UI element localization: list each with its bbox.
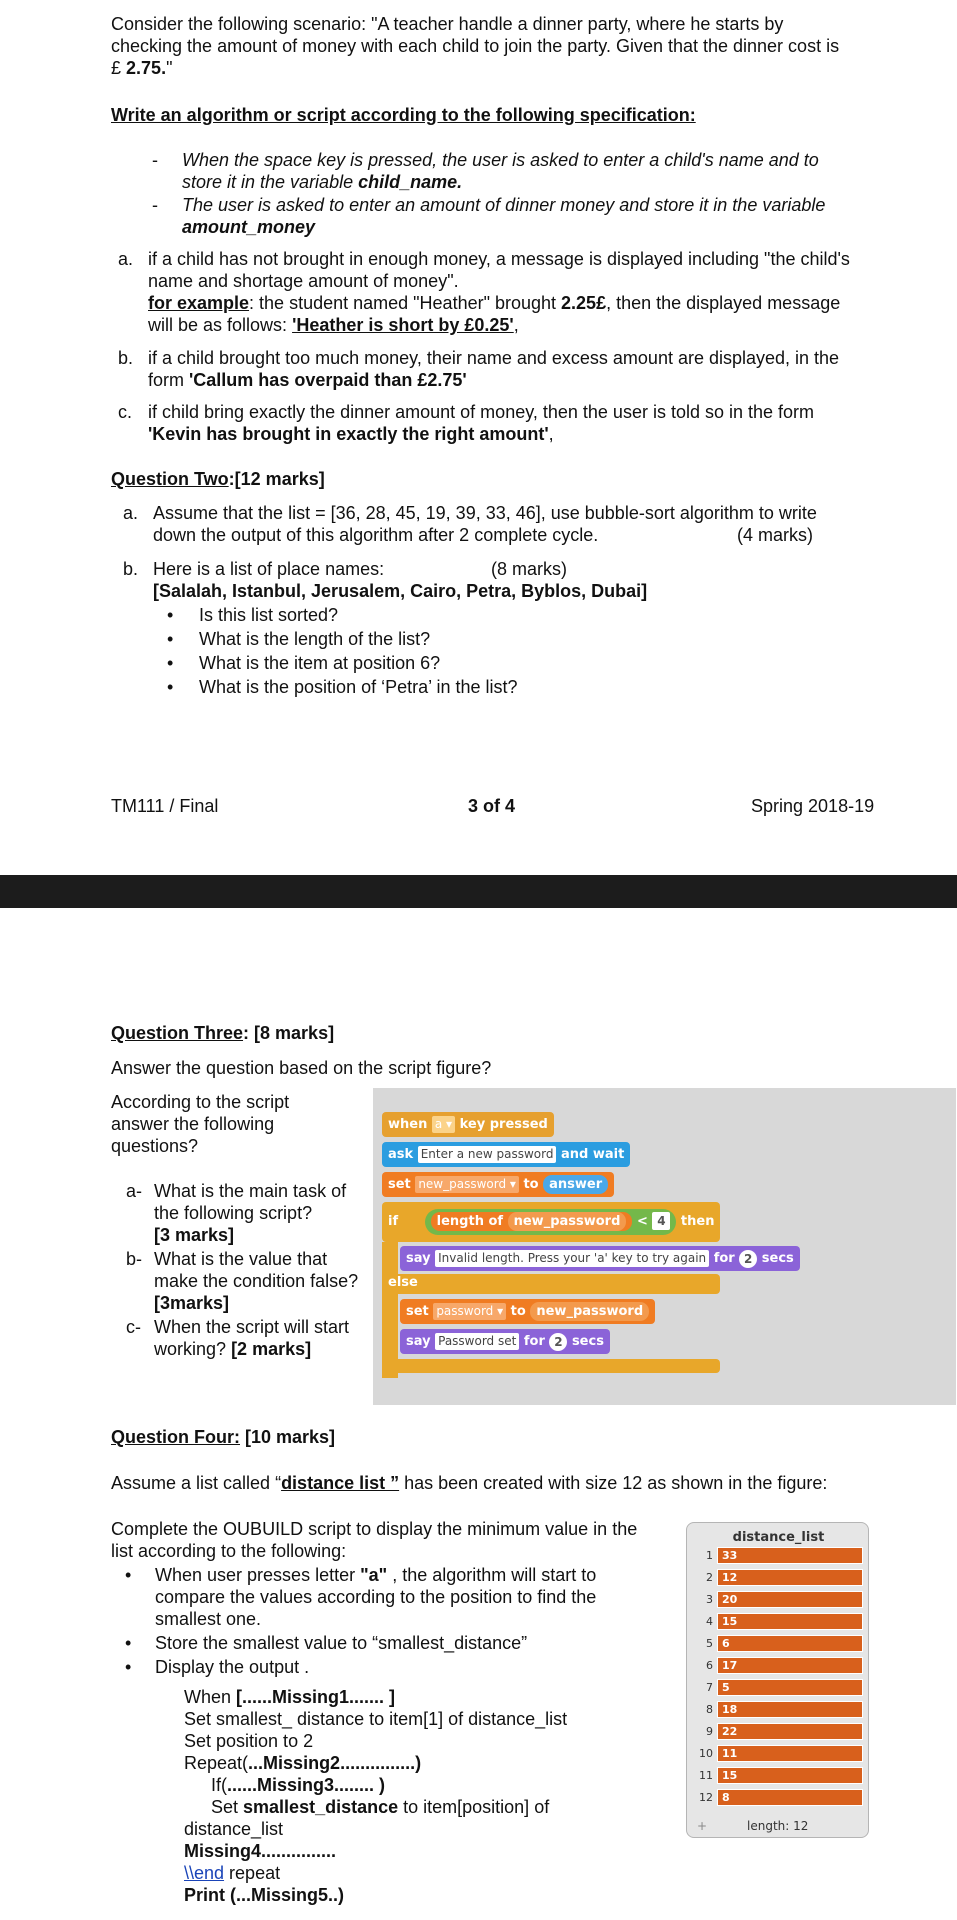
if-header[interactable]: if length of new_password < 4 then: [382, 1202, 720, 1242]
q2-part-a: [123, 502, 856, 546]
example-text: : the student named "Heather" brought: [249, 293, 562, 313]
q2b-marks: (8 marks): [491, 559, 567, 579]
ask-prompt-slot[interactable]: Enter a new password: [418, 1146, 557, 1163]
say-text-slot[interactable]: Password set: [435, 1333, 519, 1350]
say-password-set-block[interactable]: say Password set for 2 secs: [400, 1329, 610, 1354]
exam-page-4: [0, 908, 957, 1920]
number-slot[interactable]: 4: [652, 1212, 670, 1230]
list-item-value[interactable]: 17: [717, 1657, 863, 1674]
list-item-index: 4: [706, 1615, 713, 1628]
case-end: ,: [548, 424, 554, 444]
list-item[interactable]: [693, 1591, 863, 1609]
if-else-block[interactable]: [382, 1202, 794, 1378]
bullet-item: • What is the length of the list?: [167, 629, 431, 649]
case-text: if child bring exactly the dinner amount of money, then the user is told so in the form: [148, 402, 815, 422]
q2b-text: Here is a list of place names:: [153, 559, 385, 579]
case-text: if a child brought too much money, their name and excess amount are displayed, in the form: [148, 348, 840, 390]
if-else-footer: [382, 1359, 720, 1373]
spec-item-bold: amount_money: [182, 217, 316, 237]
example-bold: 2.25£: [561, 293, 607, 313]
list-item-index: 11: [699, 1769, 713, 1782]
less-than-operator[interactable]: length of new_password < 4: [425, 1209, 677, 1235]
list-title: distance_list: [732, 1530, 825, 1545]
case-label: a.: [118, 249, 134, 269]
code-line: distance_list: [184, 1819, 284, 1839]
say-text-slot[interactable]: Invalid length. Press your 'a' key to try again: [435, 1250, 709, 1267]
set-password-block[interactable]: set password ▾ to new_password: [400, 1299, 655, 1324]
list-item[interactable]: [693, 1613, 863, 1631]
question-three-title: Question Three: [111, 1023, 244, 1043]
example-label: for example: [148, 293, 250, 313]
spec-item: [152, 194, 832, 238]
case-bold: 'Callum has overpaid than £2.75': [189, 370, 467, 390]
scenario-cost: 2.75.: [126, 58, 167, 78]
answer-reporter[interactable]: answer: [543, 1175, 608, 1194]
bullet-item: • What is the item at position 6?: [167, 653, 441, 673]
key-dropdown[interactable]: a ▾: [432, 1116, 455, 1133]
list-item-value[interactable]: 33: [717, 1547, 863, 1564]
spec-item-bold: child_name.: [358, 172, 463, 192]
list-item[interactable]: [693, 1547, 863, 1565]
say-for-secs-block[interactable]: say Invalid length. Press your 'a' key to try again for 2 secs: [400, 1246, 800, 1271]
footer-left: TM111 / Final: [111, 796, 219, 816]
list-item[interactable]: [693, 1679, 863, 1697]
question-three-marks: : [8 marks]: [243, 1023, 335, 1043]
q2a-marks: (4 marks): [737, 525, 813, 545]
list-item-value[interactable]: 8: [717, 1789, 863, 1806]
variable-reporter[interactable]: new_password: [530, 1302, 649, 1321]
code-line: Repeat(...Missing2...............): [184, 1753, 422, 1773]
q3-items: [126, 1180, 366, 1360]
code-line: Set smallest_ distance to item[1] of distance_list: [184, 1709, 568, 1729]
case-label: b.: [118, 348, 134, 368]
case-c: [118, 401, 856, 445]
question-four-marks: [10 marks]: [240, 1427, 336, 1447]
else-label: else: [382, 1274, 720, 1294]
list-item-value[interactable]: 12: [717, 1569, 863, 1586]
list-item-index: 6: [706, 1659, 713, 1672]
oubuild-code: [184, 1686, 664, 1906]
list-item[interactable]: [693, 1657, 863, 1675]
q2a-text: Assume that the list = [36, 28, 45, 19, 39, 33, 46], use bubble-sort algorithm to write down the output of this algorithm after 2 complete cycle.: [153, 503, 817, 545]
spec-item-text: When the space key is pressed, the user is asked to enter a child's name and to store it in the variable: [182, 150, 819, 192]
case-b: [118, 347, 856, 391]
end-link[interactable]: \\end: [184, 1863, 225, 1883]
question-two-marks: :[12 marks]: [228, 469, 325, 489]
list-item-index: 1: [706, 1549, 713, 1562]
q3-lead: According to the script answer the following questions?: [111, 1092, 290, 1156]
code-line: Set smallest_distance to item[position] of: [211, 1797, 550, 1817]
question-four-heading: [111, 1426, 335, 1448]
set-variable-block[interactable]: set new_password ▾ to answer: [382, 1172, 614, 1197]
scratch-script-figure: [373, 1088, 956, 1405]
list-item-value[interactable]: 5: [717, 1679, 863, 1696]
list-item-value[interactable]: 6: [717, 1635, 863, 1652]
spec-item-text: The user is asked to enter an amount of dinner money and store it in the variable: [182, 195, 826, 215]
list-item-value[interactable]: 11: [717, 1745, 863, 1762]
q4-lead: Complete the OUBUILD script to display the minimum value in the list according to the following:: [111, 1519, 638, 1561]
code-line: If(......Missing3........ ): [211, 1775, 386, 1795]
q2b-bullets: [167, 604, 767, 698]
bullet-item: • Is this list sorted?: [167, 605, 339, 625]
list-item[interactable]: [693, 1723, 863, 1741]
list-item[interactable]: [693, 1635, 863, 1653]
distance-list-widget[interactable]: [686, 1522, 869, 1838]
example-text2: , then the displayed message will be as follows:: [148, 293, 841, 335]
ask-and-wait-block[interactable]: ask Enter a new password and wait: [382, 1142, 630, 1167]
code-line: Print (...Missing5..): [184, 1885, 345, 1905]
q3-intro: Answer the question based on the script figure?: [111, 1058, 492, 1078]
list-item-index: 10: [699, 1747, 713, 1760]
question-two-heading: [111, 468, 325, 490]
q3-item: a- What is the main task of the following script? [3 marks]: [126, 1181, 347, 1245]
q3-item: c- When the script will start working? [2 marks]: [126, 1317, 350, 1359]
list-item[interactable]: [693, 1767, 863, 1785]
spec-list: [152, 149, 832, 238]
list-item-value[interactable]: 22: [717, 1723, 863, 1740]
code-line: Set position to 2: [184, 1731, 314, 1751]
list-item[interactable]: [693, 1701, 863, 1719]
scenario-paragraph: [111, 13, 851, 79]
spec-heading: Write an algorithm or script according to the following specification:: [111, 105, 696, 125]
example-end: ,: [513, 315, 519, 335]
case-text: if a child has not brought in enough money, a message is displayed including "the child's name and shortage amount of money".: [148, 249, 850, 291]
list-item-index: 5: [706, 1637, 713, 1650]
code-line: When [......Missing1....... ]: [184, 1687, 396, 1707]
dash-bullet: -: [152, 195, 158, 215]
case-label: c.: [118, 402, 133, 422]
scenario-end: ": [166, 58, 173, 78]
q4-bullets: [125, 1564, 665, 1678]
list-item-index: 7: [706, 1681, 713, 1694]
case-a: [118, 248, 856, 336]
q4-intro: Assume a list called “distance list ” has been created with size 12 as shown in the figure:: [111, 1473, 828, 1493]
footer-page-number: 3 of 4: [468, 796, 516, 816]
list-item-index: 3: [706, 1593, 713, 1606]
q2-part-b: [123, 558, 856, 602]
list-item-value[interactable]: 20: [717, 1591, 863, 1608]
bullet-item: • Display the output .: [125, 1657, 310, 1677]
when-key-pressed-block[interactable]: when a ▾ key pressed: [382, 1112, 554, 1137]
list-item-index: 9: [706, 1725, 713, 1738]
list-item-index: 2: [706, 1571, 713, 1584]
variable-dropdown[interactable]: new_password ▾: [415, 1176, 519, 1193]
bullet-item: • When user presses letter "a" , the algorithm will start to compare the values according to the position to find the smallest one.: [125, 1565, 597, 1629]
list-item-index: 8: [706, 1703, 713, 1716]
bullet-item: • What is the position of ‘Petra’ in the list?: [167, 677, 518, 697]
q2a-label: a.: [123, 503, 139, 523]
distance-list-name: distance list ”: [281, 1473, 400, 1493]
spec-item: [152, 149, 832, 193]
dash-bullet: -: [152, 150, 158, 170]
list-item-value[interactable]: 15: [717, 1613, 863, 1630]
q3-item: b- What is the value that make the condition false? [3marks]: [126, 1249, 359, 1313]
place-names-list: [Salalah, Istanbul, Jerusalem, Cairo, Petra, Byblos, Dubai]: [153, 581, 648, 601]
case-bold: 'Kevin has brought in exactly the right amount': [148, 424, 549, 444]
list-item-value[interactable]: 18: [717, 1701, 863, 1718]
question-three-heading: [111, 1022, 334, 1044]
list-length: length: 12: [747, 1819, 809, 1833]
q2b-label: b.: [123, 559, 139, 579]
code-line: \\end repeat: [184, 1863, 281, 1883]
question-four-title: Question Four:: [111, 1427, 240, 1447]
list-item-index: 12: [699, 1791, 713, 1804]
bullet-item: • Store the smallest value to “smallest_distance”: [125, 1633, 528, 1653]
variable-dropdown[interactable]: password ▾: [433, 1303, 506, 1320]
code-line: Missing4...............: [184, 1841, 337, 1861]
length-of-reporter[interactable]: length of new_password: [431, 1212, 633, 1231]
question-two-title: Question Two: [111, 469, 229, 489]
scenario-text: Consider the following scenario: "A teacher handle a dinner party, where he starts by checking the amount of money with each child to join the party. Given that the dinner cost is £: [111, 14, 840, 78]
footer-right: Spring 2018-19: [751, 796, 875, 816]
list-item-value[interactable]: 15: [717, 1767, 863, 1784]
list-item[interactable]: [693, 1745, 863, 1763]
add-item-icon[interactable]: +: [697, 1819, 708, 1833]
list-item[interactable]: [693, 1789, 863, 1807]
example-message: 'Heather is short by £0.25': [292, 315, 514, 335]
page-separator: [0, 875, 957, 908]
list-item[interactable]: [693, 1569, 863, 1587]
exam-page-3: [0, 0, 957, 875]
